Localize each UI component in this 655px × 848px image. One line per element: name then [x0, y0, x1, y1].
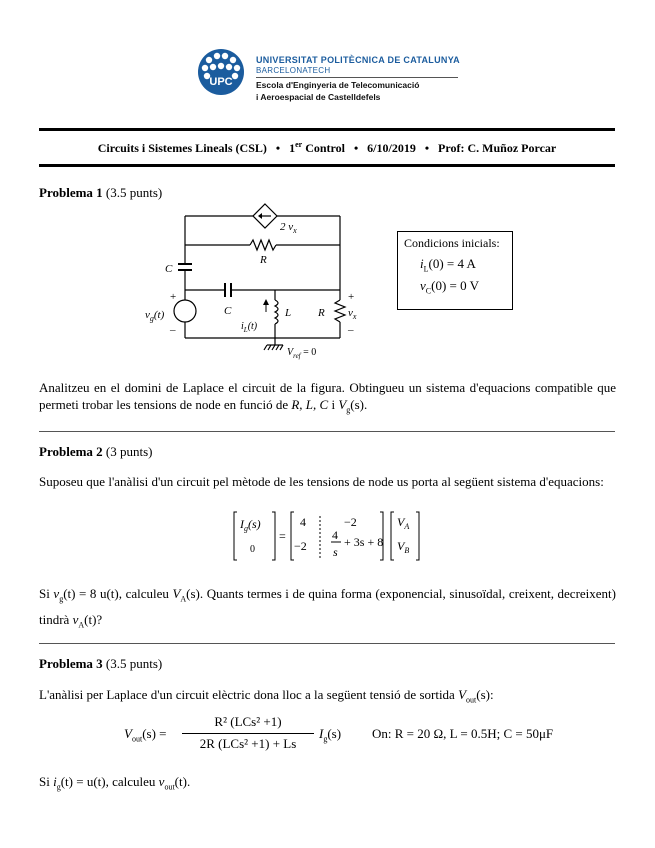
separator: • [424, 141, 430, 155]
professor: Prof: C. Muñoz Porcar [438, 141, 557, 155]
problem1-statement: Analitzeu en el domini de Laplace el circuit de la figura. Obtingueu un sistema d'equacions compatible que permeti trobar les tensions de node en funció de R, L, C i $V_g(s)$. [39, 380, 616, 415]
header-rule-top [39, 128, 615, 131]
initial-conditions-title: Condicions inicials: [404, 236, 500, 250]
eq-lhs: $V_{out}(s)$ = [124, 726, 167, 744]
logo-divider [256, 77, 458, 78]
initial-condition-il: $i_L(0) = 4$ A [420, 256, 476, 274]
eq-values: On: R = 20 Ω, L = 0.5H; C = 50μF [372, 726, 554, 741]
vb: $V_B$ [397, 539, 410, 555]
r-top-label: R [260, 254, 267, 266]
equals-sign: = [279, 529, 286, 543]
control-label: 1er Control [289, 140, 345, 155]
problem2-title: Problema 2 (3 punts) [39, 444, 153, 459]
m21: −2 [294, 539, 307, 553]
va: $V_A$ [397, 515, 410, 531]
m22-den: s [333, 545, 338, 559]
lhs-ig: $I_g(s)$ [240, 517, 261, 533]
vg-minus: – [170, 324, 176, 336]
dep-source-label: 2 $v_x$ [280, 221, 297, 235]
problem-divider [39, 643, 615, 644]
problem1-title: Problema 1 (3.5 punts) [39, 185, 163, 200]
l-label: L [285, 307, 292, 319]
vref-label: $V_{ref} = 0$ [287, 347, 317, 360]
header-rule-bottom [39, 164, 615, 167]
problem-divider [39, 431, 615, 432]
m22-num: 4 [332, 528, 338, 542]
vx-minus: – [348, 324, 354, 336]
problem3-title: Problema 3 (3.5 punts) [39, 656, 163, 671]
vx-plus: + [348, 291, 355, 303]
separator: • [353, 141, 359, 155]
r-right-label: R [318, 307, 325, 319]
course-name: Circuits i Sistemes Lineals (CSL) [97, 141, 267, 155]
m11: 4 [300, 515, 306, 529]
vg-plus: + [170, 291, 177, 303]
circuit-diagram [140, 200, 370, 365]
vg-label: $v_g(t)$ [145, 309, 165, 323]
problem2-question: Si $v_g(t) = 8$ u(t), calculeu $V_A(s)$. Quants termes i de quina forma (exponencial, sinusoïdal, creixent, decreixent) tindrà $v_A(t)$? [39, 586, 616, 630]
school-name-line1: Escola d'Enginyeria de Telecomunicació [256, 80, 420, 90]
equation-matrix [232, 508, 432, 563]
il-label: $i_L(t)$ [241, 321, 258, 334]
logo-text: UPC [209, 76, 233, 88]
m22-rest: + 3s + 8 [344, 535, 384, 549]
upc-logo [197, 48, 245, 96]
transfer-equation [124, 714, 584, 758]
separator: • [275, 141, 281, 155]
problem2-statement: Suposeu que l'anàlisi d'un circuit pel mètode de les tensions de node us porta al següent sistema d'equacions: [39, 474, 604, 489]
university-name: UNIVERSITAT POLITÈCNICA DE CATALUNYA [256, 55, 460, 65]
m12: −2 [344, 515, 357, 529]
school-name-line2: i Aeroespacial de Castelldefels [256, 92, 381, 102]
c-left-label: C [165, 263, 173, 275]
c-mid-label: C [224, 305, 232, 317]
initial-condition-vc: $v_C(0) = 0$ V [420, 277, 480, 296]
eq-denominator: 2R (LCs² +1) + Ls [199, 736, 297, 751]
exam-date: 6/10/2019 [367, 141, 416, 155]
fraction-bar [182, 733, 314, 734]
voltage-source-icon [174, 300, 196, 322]
ground-icon [264, 345, 283, 350]
exam-header [39, 140, 615, 156]
initial-conditions-box [397, 231, 513, 310]
problem3-intro: L'anàlisi per Laplace d'un circuit elèctric dona lloc a la següent tensió de sortida $V_{out}(s)$: [39, 687, 494, 705]
eq-ig: $I_g(s)$ [319, 726, 342, 744]
university-subname: BARCELONATECH [256, 66, 331, 75]
problem3-question: Si $i_g(t) = u(t)$, calculeu $v_{out}(t)$. [39, 774, 191, 792]
lhs-zero: 0 [250, 544, 255, 555]
vx-label: $v_x$ [348, 307, 357, 321]
eq-numerator: R² (LCs² +1) [214, 714, 282, 729]
